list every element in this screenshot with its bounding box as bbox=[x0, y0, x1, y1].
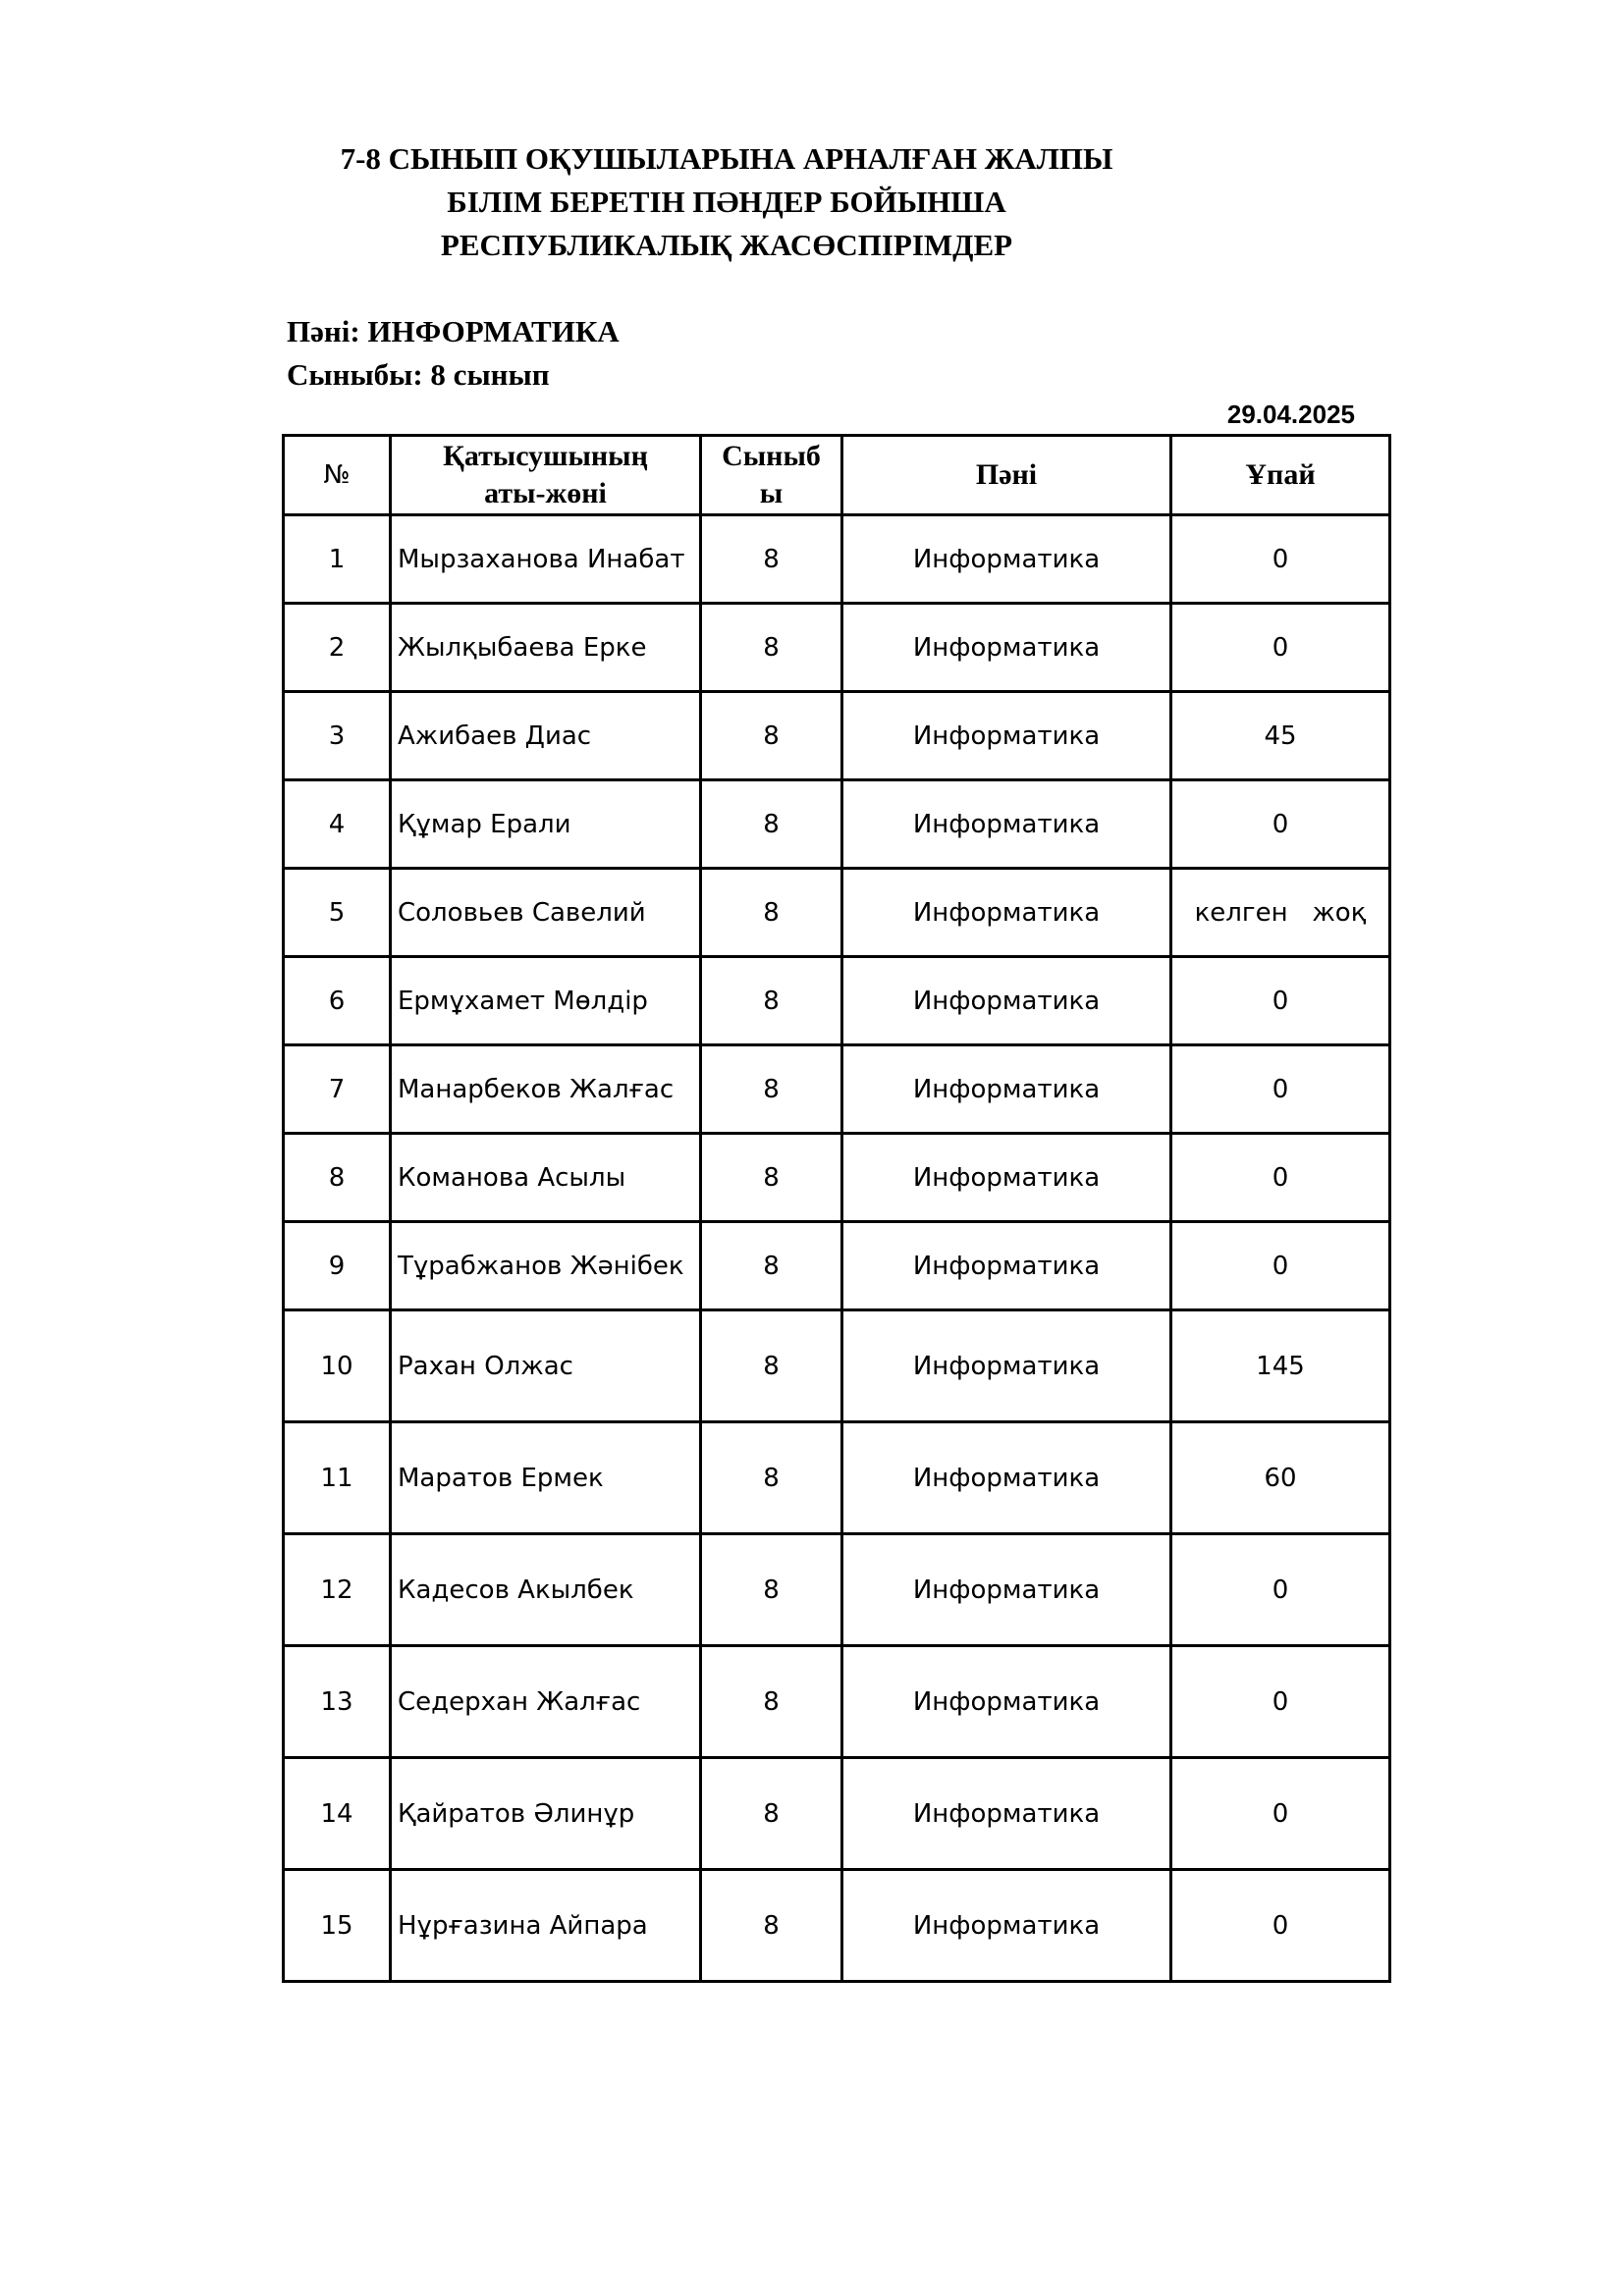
document-meta bbox=[287, 310, 620, 397]
cell-subject: Информатика bbox=[842, 1534, 1171, 1646]
cell-subject: Информатика bbox=[842, 515, 1171, 604]
title-line-3: РЕСПУБЛИКАЛЫҚ ЖАСӨСПІРІМДЕР bbox=[440, 228, 1013, 262]
subject-line: Пәні: ИНФОРМАТИКА bbox=[287, 314, 620, 348]
table-row bbox=[284, 1534, 1390, 1646]
table-row bbox=[284, 1758, 1390, 1870]
cell-subject: Информатика bbox=[842, 1310, 1171, 1422]
class-line: Сыныбы: 8 сынып bbox=[287, 357, 550, 392]
cell-number: 15 bbox=[284, 1870, 391, 1982]
cell-class: 8 bbox=[701, 1222, 842, 1310]
cell-number: 2 bbox=[284, 604, 391, 692]
cell-score: 0 bbox=[1171, 1045, 1390, 1134]
results-table bbox=[282, 434, 1391, 1983]
cell-name: Манарбеков Жалғас bbox=[391, 1045, 701, 1134]
cell-name: Рахан Олжас bbox=[391, 1310, 701, 1422]
cell-name: Кадесов Акылбек bbox=[391, 1534, 701, 1646]
cell-score: 0 bbox=[1171, 780, 1390, 869]
table-row bbox=[284, 515, 1390, 604]
cell-name: Ермұхамет Мөлдір bbox=[391, 957, 701, 1045]
cell-score: 60 bbox=[1171, 1422, 1390, 1534]
cell-class: 8 bbox=[701, 1758, 842, 1870]
cell-score: 0 bbox=[1171, 957, 1390, 1045]
cell-name: Ажибаев Диас bbox=[391, 692, 701, 780]
table-row bbox=[284, 1422, 1390, 1534]
cell-number: 14 bbox=[284, 1758, 391, 1870]
cell-name: Нұрғазина Айпара bbox=[391, 1870, 701, 1982]
cell-score: 0 bbox=[1171, 1534, 1390, 1646]
cell-name: Жылқыбаева Ерке bbox=[391, 604, 701, 692]
table-row bbox=[284, 1646, 1390, 1758]
cell-score: 0 bbox=[1171, 604, 1390, 692]
cell-subject: Информатика bbox=[842, 1422, 1171, 1534]
cell-score: 0 bbox=[1171, 1646, 1390, 1758]
cell-class: 8 bbox=[701, 869, 842, 957]
cell-class: 8 bbox=[701, 1870, 842, 1982]
cell-number: 10 bbox=[284, 1310, 391, 1422]
cell-name: Мырзаханова Инабат bbox=[391, 515, 701, 604]
header-participant-name bbox=[391, 436, 701, 515]
cell-subject: Информатика bbox=[842, 604, 1171, 692]
header-name-line-2: аты-жөні bbox=[484, 477, 607, 509]
cell-score: 0 bbox=[1171, 1134, 1390, 1222]
cell-subject: Информатика bbox=[842, 692, 1171, 780]
cell-class: 8 bbox=[701, 957, 842, 1045]
cell-class: 8 bbox=[701, 780, 842, 869]
cell-number: 9 bbox=[284, 1222, 391, 1310]
cell-number: 12 bbox=[284, 1534, 391, 1646]
header-score: Ұпай bbox=[1171, 436, 1390, 515]
table-row bbox=[284, 1222, 1390, 1310]
cell-class: 8 bbox=[701, 515, 842, 604]
cell-class: 8 bbox=[701, 1422, 842, 1534]
cell-subject: Информатика bbox=[842, 869, 1171, 957]
table-row bbox=[284, 780, 1390, 869]
header-number: № bbox=[284, 436, 391, 515]
cell-subject: Информатика bbox=[842, 957, 1171, 1045]
title-line-2: БІЛІМ БЕРЕТІН ПӘНДЕР БОЙЫНША bbox=[447, 185, 1006, 219]
header-class-line-2: ы bbox=[759, 477, 784, 509]
cell-subject: Информатика bbox=[842, 1045, 1171, 1134]
table-row bbox=[284, 1310, 1390, 1422]
cell-number: 5 bbox=[284, 869, 391, 957]
cell-subject: Информатика bbox=[842, 1646, 1171, 1758]
cell-class: 8 bbox=[701, 1310, 842, 1422]
header-name-line-1: Қатысушының bbox=[443, 440, 648, 472]
table-row bbox=[284, 1134, 1390, 1222]
table-row bbox=[284, 1870, 1390, 1982]
cell-name: Соловьев Савелий bbox=[391, 869, 701, 957]
cell-class: 8 bbox=[701, 1534, 842, 1646]
cell-number: 3 bbox=[284, 692, 391, 780]
cell-number: 7 bbox=[284, 1045, 391, 1134]
table-row bbox=[284, 692, 1390, 780]
cell-class: 8 bbox=[701, 692, 842, 780]
table-row bbox=[284, 604, 1390, 692]
document-title bbox=[275, 137, 1178, 267]
cell-name: Қайратов Әлинұр bbox=[391, 1758, 701, 1870]
cell-class: 8 bbox=[701, 1134, 842, 1222]
cell-score: 0 bbox=[1171, 515, 1390, 604]
cell-score: 45 bbox=[1171, 692, 1390, 780]
cell-subject: Информатика bbox=[842, 1134, 1171, 1222]
cell-class: 8 bbox=[701, 604, 842, 692]
cell-number: 13 bbox=[284, 1646, 391, 1758]
header-subject: Пәні bbox=[842, 436, 1171, 515]
header-class bbox=[701, 436, 842, 515]
table-row bbox=[284, 1045, 1390, 1134]
document-date: 29.04.2025 bbox=[1226, 400, 1355, 429]
title-line-1: 7-8 СЫНЫП ОҚУШЫЛАРЫНА АРНАЛҒАН ЖАЛПЫ bbox=[340, 141, 1113, 176]
cell-name: Маратов Ермек bbox=[391, 1422, 701, 1534]
cell-name: Седерхан Жалғас bbox=[391, 1646, 701, 1758]
cell-number: 1 bbox=[284, 515, 391, 604]
cell-number: 6 bbox=[284, 957, 391, 1045]
table-row bbox=[284, 869, 1390, 957]
cell-score: 0 bbox=[1171, 1870, 1390, 1982]
cell-subject: Информатика bbox=[842, 1222, 1171, 1310]
table-row bbox=[284, 957, 1390, 1045]
cell-score: 0 bbox=[1171, 1758, 1390, 1870]
cell-score: келген жоқ bbox=[1171, 869, 1390, 957]
header-class-line-1: Сыныб bbox=[722, 440, 821, 472]
cell-name: Құмар Ерали bbox=[391, 780, 701, 869]
cell-name: Команова Асылы bbox=[391, 1134, 701, 1222]
cell-score: 145 bbox=[1171, 1310, 1390, 1422]
cell-number: 11 bbox=[284, 1422, 391, 1534]
cell-subject: Информатика bbox=[842, 1758, 1171, 1870]
cell-number: 8 bbox=[284, 1134, 391, 1222]
cell-subject: Информатика bbox=[842, 1870, 1171, 1982]
cell-class: 8 bbox=[701, 1045, 842, 1134]
cell-number: 4 bbox=[284, 780, 391, 869]
cell-name: Тұрабжанов Жәнібек bbox=[391, 1222, 701, 1310]
cell-score: 0 bbox=[1171, 1222, 1390, 1310]
table-header-row bbox=[284, 436, 1390, 515]
cell-subject: Информатика bbox=[842, 780, 1171, 869]
cell-class: 8 bbox=[701, 1646, 842, 1758]
